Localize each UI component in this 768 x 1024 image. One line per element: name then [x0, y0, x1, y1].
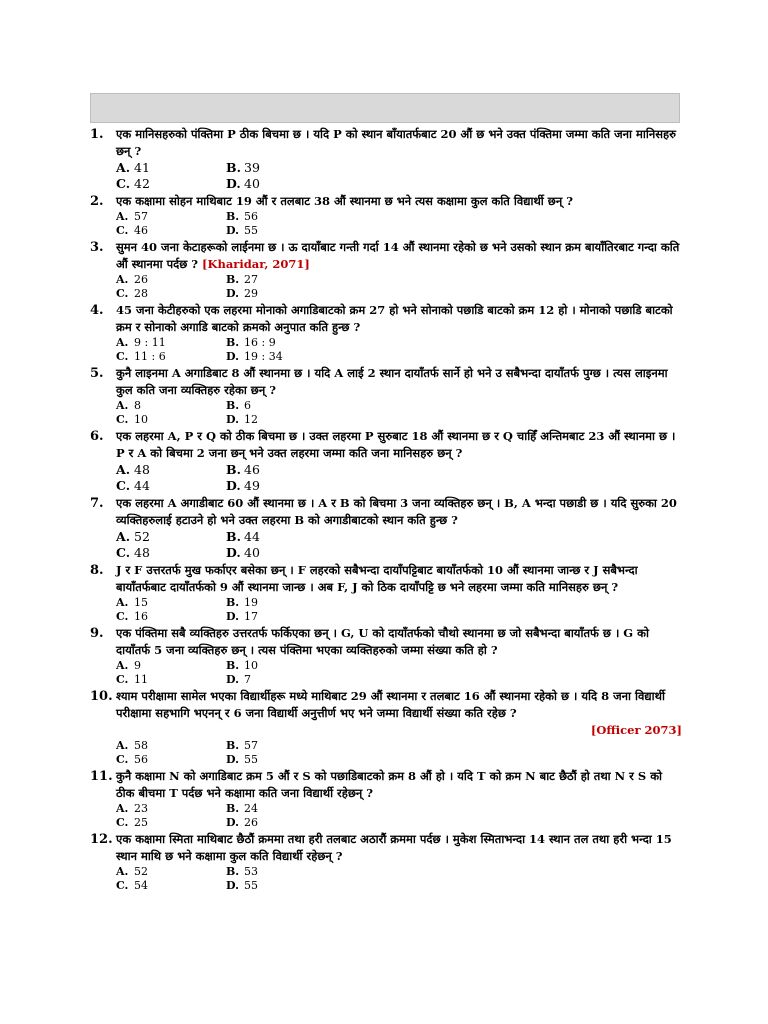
option-label: D. — [226, 673, 239, 686]
question-number: 4. — [90, 303, 104, 318]
option-label: A. — [116, 865, 129, 878]
option-value: 44 — [134, 478, 150, 493]
option-item — [116, 802, 226, 816]
option-label: C. — [116, 176, 131, 191]
option-label: A. — [116, 802, 129, 815]
question-body: एक लहरमा A, P र Q को ठीक बिचमा छ । उक्त लहरमा P सुरुबाट 18 औं स्थानमा छ र Q चाहिँ अन्तिमबाट 23 औं स्थानमा छ । P र A को बिचमा 2 जना छन् भने उक्त लहरमा जम्मा कति जना मानिसहरु छन् ? — [116, 429, 676, 460]
option-item — [226, 399, 336, 413]
question-text — [116, 126, 682, 160]
option-value: 42 — [134, 176, 150, 191]
option-value: 52 — [134, 865, 148, 878]
option-item — [116, 273, 226, 287]
option-label: B. — [226, 659, 240, 672]
option-item — [226, 210, 336, 224]
option-label: C. — [116, 287, 129, 300]
option-label: D. — [226, 545, 241, 560]
option-label: D. — [226, 176, 241, 191]
option-item — [226, 160, 336, 176]
question-text — [116, 625, 682, 659]
option-label: A. — [116, 529, 131, 544]
option-value: 10 — [244, 659, 258, 672]
option-label: D. — [226, 879, 239, 892]
question-body: सुमन 40 जना केटाहरूको लाईनमा छ । ऊ दायाँबाट गन्ती गर्दा 14 औं स्थानमा रहेको छ भने उसको स्थान क्रम बायाँतिरबाट गन्दा कति औं स्थानमा पर्दछ ? — [116, 240, 680, 271]
question-body: श्याम परीक्षामा सामेल भएका विद्यार्थीहरू मध्ये माथिबाट 29 औं स्थानमा र तलबाट 16 औं स्थानमा रहेको छ । यदि 8 जना विद्यार्थी परीक्षामा सहभागि भएनन् र 6 जना विद्यार्थी अनुत्तीर्ण भए भने जम्मा विद्यार्थी संख्या कति रहेछ ? — [116, 689, 665, 720]
question-number: 8. — [90, 563, 104, 578]
question-number: 3. — [90, 240, 104, 255]
option-value: 15 — [134, 596, 148, 609]
option-label: A. — [116, 273, 129, 286]
option-value: 9 — [134, 659, 141, 672]
option-label: C. — [116, 224, 129, 237]
question-number: 10. — [90, 689, 113, 704]
option-value: 40 — [244, 176, 260, 191]
question-source: [Officer 2073] — [590, 723, 682, 737]
question-item — [90, 365, 682, 427]
question-number: 12. — [90, 832, 113, 847]
options-grid — [90, 865, 682, 893]
option-item — [116, 545, 226, 561]
question-item — [90, 239, 682, 301]
option-value: 54 — [134, 879, 148, 892]
option-item — [116, 336, 226, 350]
option-item — [116, 399, 226, 413]
option-label: B. — [226, 596, 240, 609]
options-grid — [90, 273, 682, 301]
question-text — [116, 562, 682, 596]
option-value: 16 — [134, 610, 148, 623]
option-value: 26 — [244, 816, 258, 829]
option-item — [116, 673, 226, 687]
question-body: 45 जना केटीहरुको एक लहरमा मोनाको अगाडिबाटको क्रम 27 हो भने सोनाको पछाडि बाटको क्रम 12 हो । मोनाको पछाडि बाटको क्रम र सोनाको अगाडि बाटको क्रमको अनुपात कति हुन्छ ? — [116, 303, 673, 334]
option-item — [226, 462, 336, 478]
option-label: B. — [226, 865, 240, 878]
question-body: एक कक्षामा सोहन माथिबाट 19 औं र तलबाट 38 औं स्थानमा छ भने त्यस कक्षामा कुल कति विद्यार्थी छन् ? — [116, 194, 573, 208]
option-item — [226, 545, 336, 561]
option-label: D. — [226, 287, 239, 300]
question-text — [116, 428, 682, 462]
option-label: A. — [116, 462, 131, 477]
option-item — [116, 176, 226, 192]
option-item — [116, 287, 226, 301]
option-value: 25 — [134, 816, 148, 829]
question-number: 9. — [90, 626, 104, 641]
option-value: 8 — [134, 399, 141, 412]
option-item — [116, 610, 226, 624]
option-value: 44 — [244, 529, 260, 544]
option-item — [116, 816, 226, 830]
option-value: 52 — [134, 529, 150, 544]
option-value: 6 — [244, 399, 251, 412]
option-item — [116, 739, 226, 753]
option-item — [226, 224, 336, 238]
option-value: 26 — [134, 273, 148, 286]
question-item — [90, 495, 682, 561]
question-text — [116, 239, 682, 273]
question-body: एक लहरमा A अगाडीबाट 60 औं स्थानमा छ । A र B को बिचमा 3 जना व्यक्तिहरु छन् । B, A भन्दा पछाडी छ । यदि सुरुका 20 व्यक्तिहरुलाई हटाउने हो भने उक्त लहरमा B को अगाडीबाटको स्थान कति हुन्छ ? — [116, 496, 677, 527]
question-item — [90, 126, 682, 192]
question-number: 7. — [90, 496, 104, 511]
question-body: कुनै कक्षामा N को अगाडिबाट क्रम 5 औं र S को पछाडिबाटको क्रम 8 औं हो । यदि T को क्रम N बाट छैठौं हो तथा N र S को ठीक बीचमा T पर्दछ भने कक्षामा कति जना विद्यार्थी रहेछन् ? — [116, 769, 663, 800]
option-label: B. — [226, 739, 240, 752]
option-item — [226, 413, 336, 427]
option-label: B. — [226, 160, 241, 175]
option-value: 24 — [244, 802, 258, 815]
question-item — [90, 831, 682, 893]
option-label: B. — [226, 399, 240, 412]
question-text — [116, 193, 682, 210]
option-item — [116, 879, 226, 893]
question-number: 1. — [90, 127, 104, 142]
option-item — [116, 596, 226, 610]
option-label: D. — [226, 478, 241, 493]
option-value: 41 — [134, 160, 150, 175]
question-item — [90, 428, 682, 494]
option-value: 16 : 9 — [244, 336, 276, 349]
option-value: 19 — [244, 596, 258, 609]
option-value: 56 — [244, 210, 258, 223]
option-value: 27 — [244, 273, 258, 286]
option-label: C. — [116, 879, 129, 892]
question-body: कुनै लाइनमा A अगाडिबाट 8 औं स्थानमा छ । यदि A लाई 2 स्थान दायाँतर्फ सार्ने हो भने उ सबैभन्दा दायाँतर्फ पुग्छ । त्यस लाइनमा कुल कति जना व्यक्तिहरु रहेका छन् ? — [116, 366, 668, 397]
option-item — [226, 350, 336, 364]
option-value: 29 — [244, 287, 258, 300]
option-label: B. — [226, 273, 240, 286]
options-grid — [90, 399, 682, 427]
option-label: D. — [226, 610, 239, 623]
option-item — [226, 478, 336, 494]
question-number: 6. — [90, 429, 104, 444]
option-item — [116, 865, 226, 879]
question-number: 11. — [90, 769, 113, 784]
option-item — [226, 529, 336, 545]
question-item — [90, 562, 682, 624]
question-body: J र F उत्तरतर्फ मुख फर्काएर बसेका छन् । F लहरको सबैभन्दा दायाँपट्टिबाट बायाँतर्फको 10 औं स्थानमा जान्छ र J सबैभन्दा बायाँतर्फबाट दायाँतर्फको 9 औं स्थानमा जान्छ । अब F, J को ठिक दायाँपट्टि छ भने लहरमा जम्मा कति मानिसहरु छन् ? — [116, 563, 638, 594]
question-item — [90, 688, 682, 767]
options-grid — [90, 462, 682, 494]
question-body: एक मानिसहरुको पंक्तिमा P ठीक बिचमा छ । यदि P को स्थान बाँयातर्फबाट 20 औं छ भने उक्त पंक्तिमा जम्मा कति जना मानिसहरु छन् ? — [116, 127, 676, 158]
option-value: 9 : 11 — [134, 336, 166, 349]
question-text — [116, 302, 682, 336]
option-item — [116, 350, 226, 364]
option-value: 46 — [134, 224, 148, 237]
option-label: C. — [116, 673, 129, 686]
option-label: A. — [116, 659, 129, 672]
option-value: 57 — [134, 210, 148, 223]
option-value: 12 — [244, 413, 258, 426]
option-value: 55 — [244, 753, 258, 766]
option-label: C. — [116, 413, 129, 426]
option-item — [226, 816, 336, 830]
option-item — [226, 336, 336, 350]
question-text — [116, 688, 682, 739]
question-list — [90, 126, 682, 894]
option-label: C. — [116, 545, 131, 560]
option-value: 39 — [244, 160, 260, 175]
option-item — [226, 739, 336, 753]
question-item — [90, 193, 682, 238]
option-value: 46 — [244, 462, 260, 477]
option-label: D. — [226, 413, 239, 426]
question-item — [90, 625, 682, 687]
options-grid — [90, 802, 682, 830]
option-label: B. — [226, 336, 240, 349]
options-grid — [90, 596, 682, 624]
question-item — [90, 768, 682, 830]
option-item — [226, 176, 336, 192]
option-value: 10 — [134, 413, 148, 426]
option-value: 23 — [134, 802, 148, 815]
option-item — [116, 160, 226, 176]
option-item — [226, 865, 336, 879]
option-label: C. — [116, 350, 129, 363]
question-text — [116, 768, 682, 802]
option-label: A. — [116, 336, 129, 349]
option-item — [116, 413, 226, 427]
question-text — [116, 365, 682, 399]
options-grid — [90, 529, 682, 561]
question-body: एक पंक्तिमा सबै व्यक्तिहरु उत्तरतर्फ फर्किएका छन् । G, U को दायाँतर्फको चौथो स्थानमा छ जो सबैभन्दा बायाँतर्फ छ । G को दायाँतर्फ 5 जना व्यक्तिहरु छन् । त्यस पंक्तिमा भएका व्यक्तिहरुको जम्मा संख्या कति हो ? — [116, 626, 649, 657]
question-text — [116, 831, 682, 865]
option-label: C. — [116, 478, 131, 493]
option-value: 17 — [244, 610, 258, 623]
option-item — [226, 287, 336, 301]
question-body: एक कक्षामा स्मिता माथिबाट छैठौं क्रममा तथा हरी तलबाट अठारौं क्रममा पर्दछ । मुकेश स्मिताभन्दा 14 स्थान तल तथा हरी भन्दा 15 स्थान माथि छ भने कक्षामा कुल कति विद्यार्थी रहेछन् ? — [116, 832, 672, 863]
options-grid — [90, 336, 682, 364]
option-label: A. — [116, 210, 129, 223]
option-item — [116, 529, 226, 545]
option-label: A. — [116, 596, 129, 609]
question-text — [116, 495, 682, 529]
option-item — [226, 879, 336, 893]
option-item — [116, 462, 226, 478]
option-item — [226, 596, 336, 610]
option-value: 49 — [244, 478, 260, 493]
option-value: 53 — [244, 865, 258, 878]
option-item — [226, 659, 336, 673]
options-grid — [90, 160, 682, 192]
option-value: 40 — [244, 545, 260, 560]
option-label: C. — [116, 753, 129, 766]
option-value: 48 — [134, 462, 150, 477]
question-number: 2. — [90, 194, 104, 209]
option-item — [226, 610, 336, 624]
option-label: D. — [226, 816, 239, 829]
option-label: D. — [226, 350, 239, 363]
option-label: A. — [116, 399, 129, 412]
option-value: 57 — [244, 739, 258, 752]
option-value: 56 — [134, 753, 148, 766]
option-value: 28 — [134, 287, 148, 300]
option-item — [226, 273, 336, 287]
header-banner — [90, 93, 680, 123]
options-grid — [90, 739, 682, 767]
option-label: B. — [226, 529, 241, 544]
option-label: A. — [116, 160, 131, 175]
option-item — [116, 753, 226, 767]
option-item — [226, 753, 336, 767]
option-value: 55 — [244, 224, 258, 237]
option-value: 7 — [244, 673, 251, 686]
question-item — [90, 302, 682, 364]
option-value: 11 : 6 — [134, 350, 166, 363]
option-value: 55 — [244, 879, 258, 892]
option-label: B. — [226, 802, 240, 815]
option-item — [116, 659, 226, 673]
option-label: A. — [116, 739, 129, 752]
option-label: C. — [116, 610, 129, 623]
option-value: 19 : 34 — [244, 350, 283, 363]
question-number: 5. — [90, 366, 104, 381]
option-item — [116, 478, 226, 494]
option-value: 58 — [134, 739, 148, 752]
options-grid — [90, 210, 682, 238]
question-source: [Kharidar, 2071] — [202, 257, 310, 271]
option-item — [116, 224, 226, 238]
options-grid — [90, 659, 682, 687]
option-label: D. — [226, 224, 239, 237]
option-value: 11 — [134, 673, 148, 686]
option-item — [226, 802, 336, 816]
option-value: 48 — [134, 545, 150, 560]
option-label: D. — [226, 753, 239, 766]
option-label: B. — [226, 210, 240, 223]
option-item — [226, 673, 336, 687]
option-label: C. — [116, 816, 129, 829]
option-label: B. — [226, 462, 241, 477]
option-item — [116, 210, 226, 224]
